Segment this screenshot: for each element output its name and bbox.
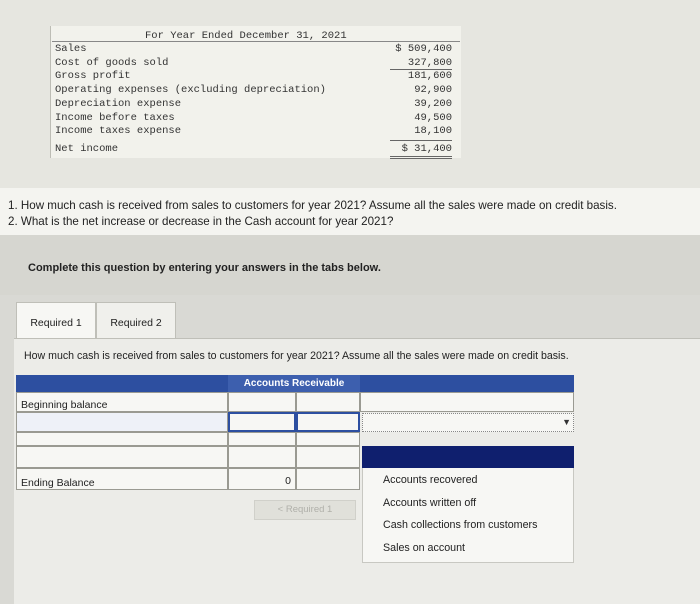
stmt-value-sales: $ 509,400 [395,43,452,55]
tab-required-2[interactable]: Required 2 [96,302,176,338]
dropdown-option-accounts-written-off[interactable]: Accounts written off [383,497,477,509]
stmt-label-depreciation: Depreciation expense [55,97,182,110]
credit-amount-input-1[interactable] [296,412,360,432]
stmt-label-income-before-taxes: Income before taxes [55,111,175,124]
debit-label-input-1[interactable] [16,412,228,432]
credit-ending-amount [296,468,360,490]
ending-balance-amount: 0 [228,468,296,490]
stmt-label-opex: Operating expenses (excluding depreciation) [55,84,326,97]
credit-amount-input-2[interactable] [296,446,360,468]
statement-title: For Year Ended December 31, 2021 [145,30,347,42]
ending-balance-label: Ending Balance [16,468,228,490]
question-2: 2. What is the net increase or decrease in the Cash account for year 2021? [8,215,394,228]
dropdown-option-accounts-recovered[interactable]: Accounts recovered [383,474,478,486]
statement-labels [55,43,326,157]
instruction-text: Complete this question by entering your answers in the tabs below. [28,262,381,274]
debit-spacer [16,432,228,446]
stmt-value-depreciation: 39,200 [414,97,452,110]
beginning-balance-amount[interactable] [228,392,296,412]
rule-net-income [390,140,452,141]
panel-question: How much cash is received from sales to customers for year 2021? Assume all the sales were made on credit basis. [24,350,569,362]
stmt-label-income-taxes: Income taxes expense [55,125,182,138]
credit-label-1[interactable] [360,392,574,412]
credit-label-select[interactable] [362,413,574,432]
beginning-balance-label: Beginning balance [16,392,228,412]
statement-top-rule [52,41,460,42]
stmt-label-net-income: Net income [55,142,119,155]
question-1: 1. How much cash is received from sales to customers for year 2021? Assume all the sales were made on credit basis. [8,199,617,212]
stmt-value-opex: 92,900 [414,84,452,97]
prev-required-button[interactable]: < Required 1 [254,500,356,520]
rule-gross-profit [390,69,452,70]
dropdown-option-sales-on-account[interactable]: Sales on account [383,542,465,554]
debit-amount-input-1[interactable] [228,412,296,432]
stmt-label-cogs: Cost of goods sold [55,56,169,69]
stmt-value-gross-profit: 181,600 [407,70,452,83]
debit-amount-input-2[interactable] [228,446,296,468]
chevron-down-icon[interactable]: ▼ [562,417,571,427]
debit-amount-spacer [228,432,296,446]
stmt-value-income-before-taxes: 49,500 [414,111,452,124]
stmt-value-net-income: $ 31,400 [401,142,452,155]
tab-required-1[interactable]: Required 1 [16,302,96,338]
stmt-label-sales: Sales [55,43,87,55]
credit-amount-1[interactable] [296,392,360,412]
debit-label-input-2[interactable] [16,446,228,468]
rule-double-underline-1 [390,156,452,157]
stmt-value-income-taxes: 18,100 [414,125,452,138]
dropdown-option-cash-collections[interactable]: Cash collections from customers [383,519,538,531]
rule-double-underline-2 [390,158,452,159]
credit-amount-spacer [296,432,360,446]
t-account-title: Accounts Receivable [228,375,360,392]
dropdown-highlight-empty-option[interactable] [362,446,574,468]
stmt-value-cogs: 327,800 [407,56,452,69]
stmt-label-gross-profit: Gross profit [55,70,131,83]
